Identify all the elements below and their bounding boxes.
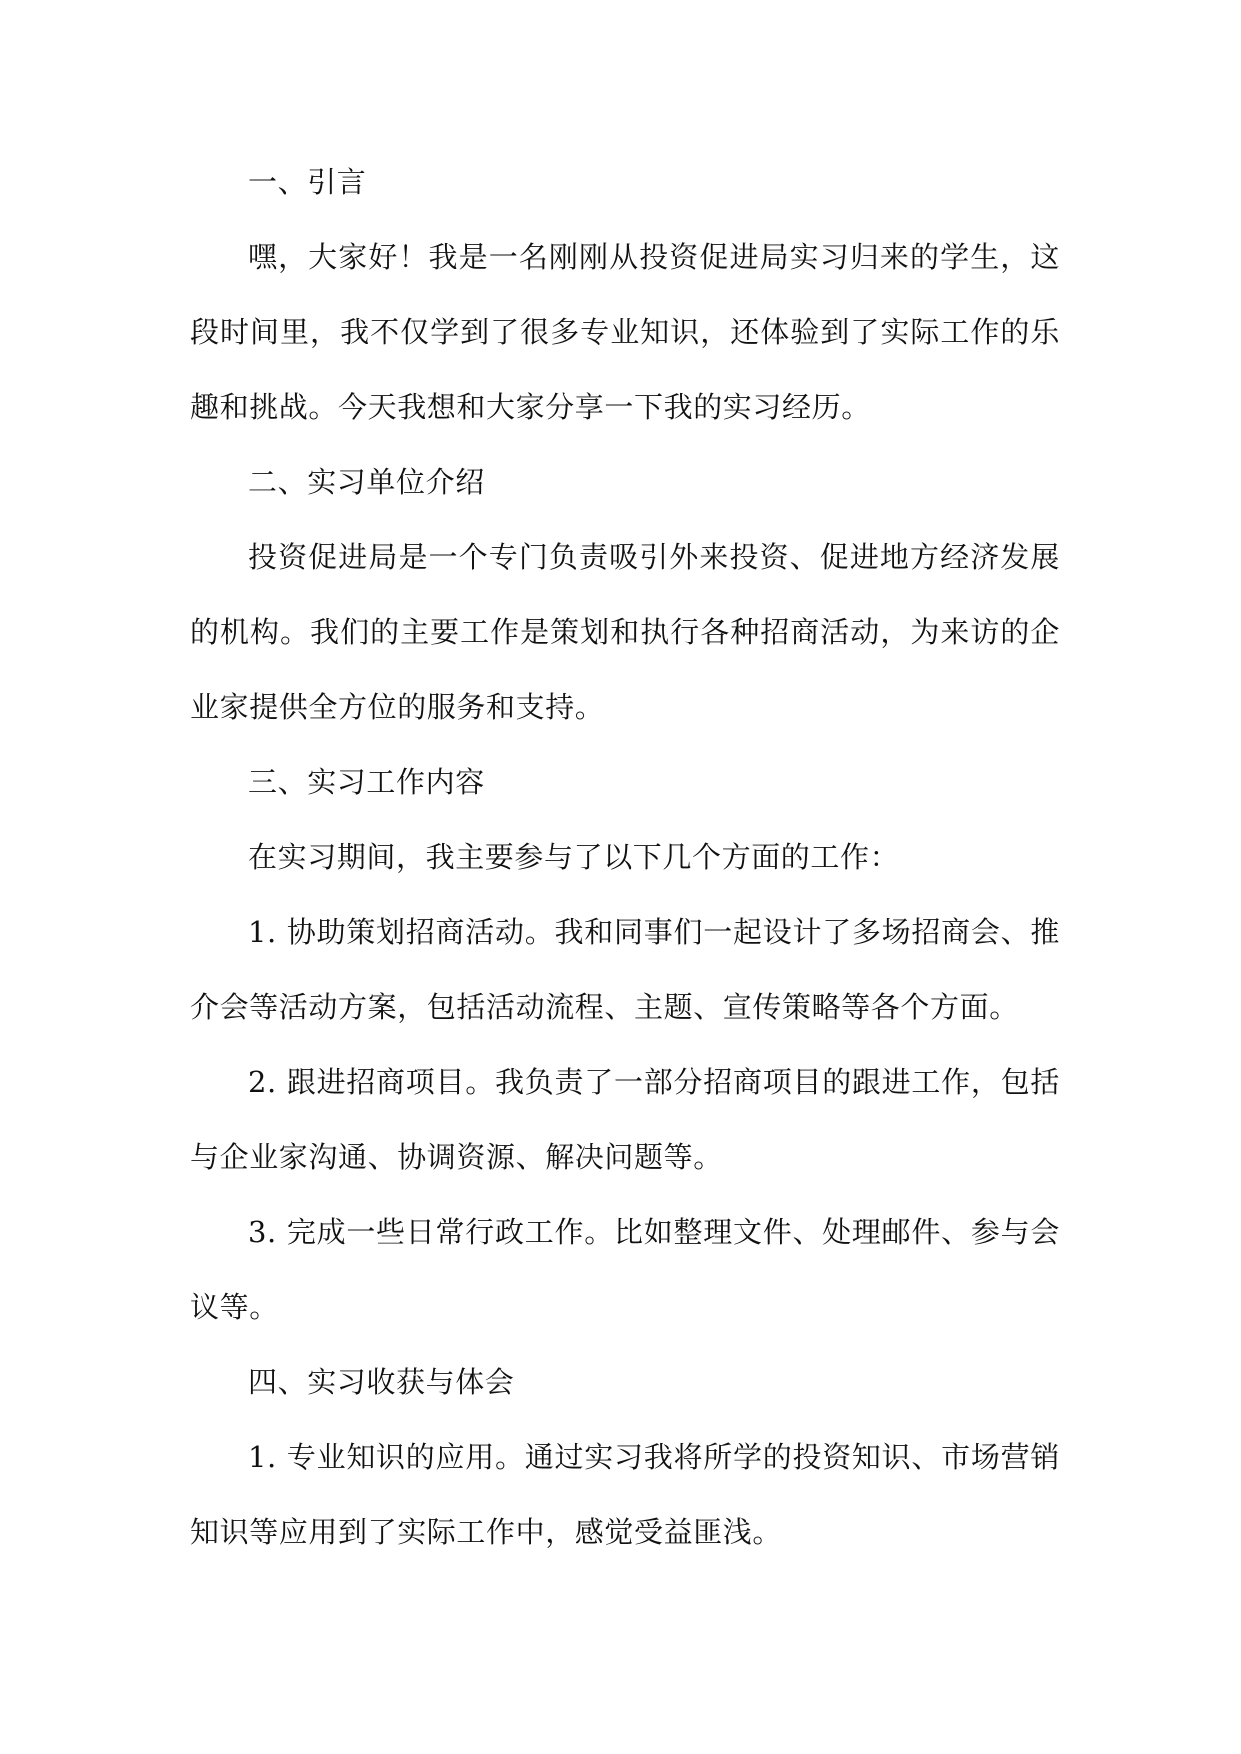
section-heading-work-content: 三、实习工作内容 [248,765,485,799]
document-page [190,145,1060,1570]
section-heading-gains: 四、实习收获与体会 [248,1365,515,1399]
section-heading-introduction: 一、引言 [248,165,367,199]
paragraph-greeting: 嘿，大家好！我是一名刚刚从投资促进局实习归来的学生，这段时间里，我不仅学到了很多专业知识，还体验到了实际工作的乐趣和挑战。今天我想和大家分享一下我的实习经历。 [190,240,1060,424]
list-item-work-2: 2. 跟进招商项目。我负责了一部分招商项目的跟进工作，包括与企业家沟通、协调资源、解决问题等。 [190,1065,1060,1174]
paragraph-work-intro: 在实习期间，我主要参与了以下几个方面的工作： [248,840,900,874]
list-item-gain-1: 1. 专业知识的应用。通过实习我将所学的投资知识、市场营销知识等应用到了实际工作中，感觉受益匪浅。 [190,1440,1060,1549]
section-heading-unit-intro: 二、实习单位介绍 [248,465,485,499]
list-item-work-1: 1. 协助策划招商活动。我和同事们一起设计了多场招商会、推介会等活动方案，包括活动流程、主题、宣传策略等各个方面。 [190,915,1060,1024]
paragraph-unit-description: 投资促进局是一个专门负责吸引外来投资、促进地方经济发展的机构。我们的主要工作是策划和执行各种招商活动，为来访的企业家提供全方位的服务和支持。 [190,540,1060,724]
list-item-work-3: 3. 完成一些日常行政工作。比如整理文件、处理邮件、参与会议等。 [190,1215,1060,1324]
